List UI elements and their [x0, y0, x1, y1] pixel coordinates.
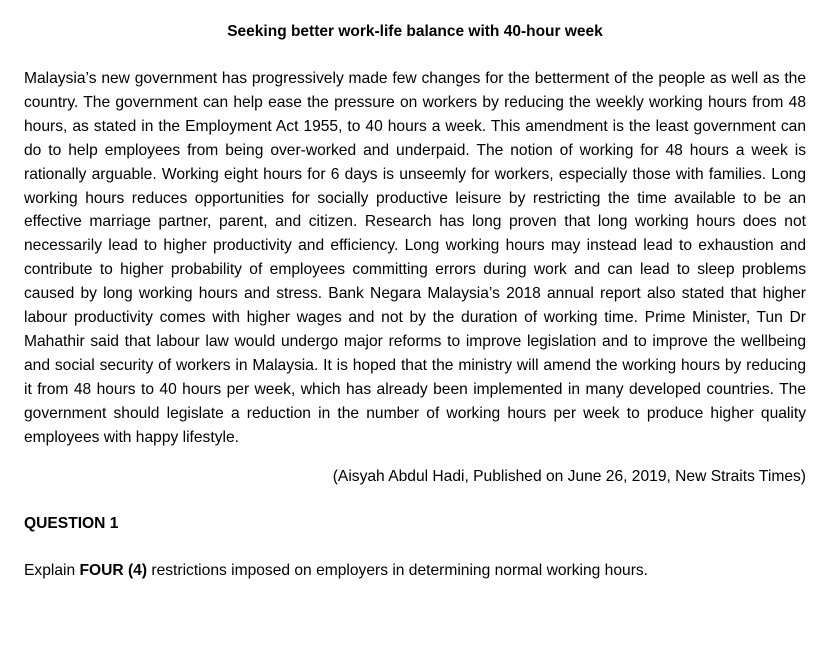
question-emphasis: FOUR (4)	[79, 561, 148, 579]
article-title: Seeking better work-life balance with 40-hour week	[227, 23, 603, 40]
article-citation: (Aisyah Abdul Hadi, Published on June 26, 2019, New Straits Times)	[332, 467, 806, 485]
question-heading: QUESTION 1	[24, 514, 119, 532]
question-text	[24, 560, 806, 582]
article-body: Malaysia’s new government has progressively made few changes for the betterment of the people as well as the country. The government can help ease the pressure on workers by reducing the weekly working hours from 48 hours, as stated in the Employment Act 1955, to 40 hours a week. This amendment is the least government can do to help employees from being over-worked and underpaid. The notion of working for 48 hours a week is rationally arguable. Working eight hours for 6 days is unseemly for workers, especially those with families. Long working hours reduces opportunities for socially productive leisure by restricting the time available to be an effective marriage partner, parent, and citizen. Research has long proven that long working hours does not necessarily lead to higher productivity and efficiency. Long working hours may instead lead to exhaustion and contribute to higher probability of employees committing errors during work and can lead to sleep problems caused by long working hours and stress. Bank Negara Malaysia’s 2018 annual report also stated that higher labour productivity comes with higher wages and not by the duration of working time. Prime Minister, Tun Dr Mahathir said that labour law would undergo major reforms to improve legislation and to improve the wellbeing and social security of workers in Malaysia. It is hoped that the ministry will amend the working hours by reducing it from 48 hours to 40 hours per week, which has already been implemented in many developed countries. The government should legislate a reduction in the number of working hours per week to produce higher quality employees with happy lifestyle.	[24, 70, 806, 446]
question-suffix: restrictions imposed on employers in determining normal working hours.	[147, 561, 649, 579]
document-page	[24, 0, 806, 582]
question-prefix: Explain	[24, 561, 80, 579]
